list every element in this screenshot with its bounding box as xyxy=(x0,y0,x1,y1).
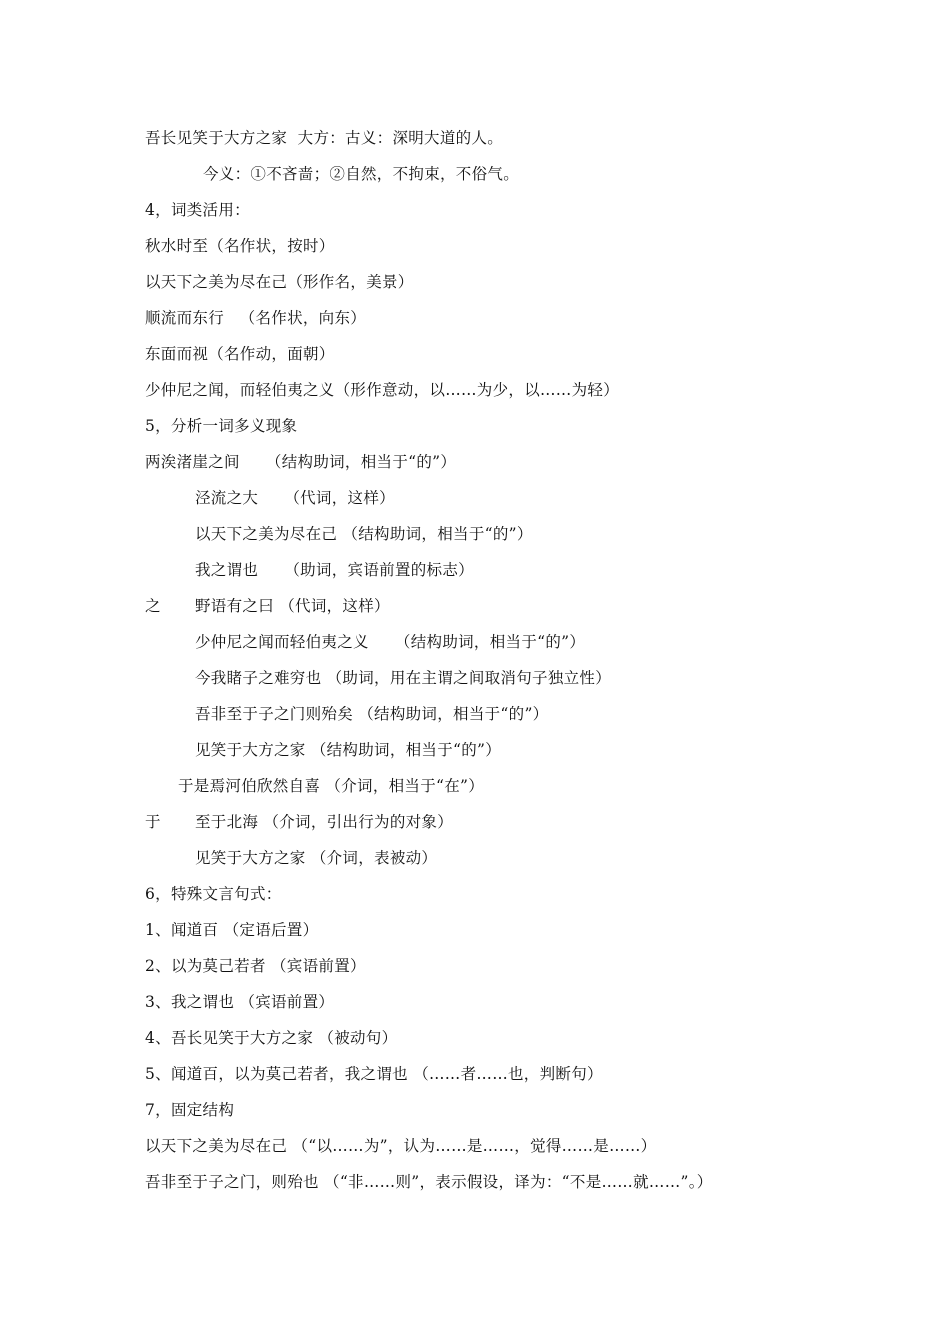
text-line: 见笑于大方之家 （结构助词，相当于“的”） xyxy=(195,741,502,759)
text-line: 于是焉河伯欣然自喜 （介词，相当于“在”） xyxy=(178,777,485,795)
text-line: 4、吾长见笑于大方之家 （被动句） xyxy=(145,1029,398,1047)
text-line: 5、闻道百，以为莫己若者，我之谓也 （……者……也，判断句） xyxy=(145,1065,603,1083)
text-line: 两涘渚崖之间 （结构助词，相当于“的”） xyxy=(145,453,457,471)
word-label: 之 xyxy=(145,597,161,615)
section-heading: 5，分析一词多义现象 xyxy=(145,417,298,435)
text-line: 今我睹子之难穷也 （助词，用在主谓之间取消句子独立性） xyxy=(195,669,612,687)
text-line: 吾长见笑于大方之家 大方：古义：深明大道的人。 xyxy=(145,129,504,147)
text-line: 野语有之曰 （代词，这样） xyxy=(195,597,390,615)
text-line: 顺流而东行 （名作状，向东） xyxy=(145,309,367,327)
text-line: 今义：①不吝啬；②自然，不拘束，不俗气。 xyxy=(203,165,520,183)
text-line: 泾流之大 （代词，这样） xyxy=(195,489,395,507)
word-label: 于 xyxy=(145,813,161,831)
section-heading: 7，固定结构 xyxy=(145,1101,235,1119)
text-line: 见笑于大方之家 （介词，表被动） xyxy=(195,849,438,867)
text-line: 吾非至于子之门则殆矣 （结构助词，相当于“的”） xyxy=(195,705,549,723)
text-line: 以天下之美为尽在己 （结构助词，相当于“的”） xyxy=(195,525,533,543)
section-heading: 6，特殊文言句式： xyxy=(145,885,282,903)
text-line: 以天下之美为尽在己 （“以……为”，认为……是……，觉得……是……） xyxy=(145,1137,657,1155)
text-line: 少仲尼之闻而轻伯夷之义 （结构助词，相当于“的”） xyxy=(195,633,586,651)
text-line: 至于北海 （介词，引出行为的对象） xyxy=(195,813,454,831)
text-line: 1、闻道百 （定语后置） xyxy=(145,921,319,939)
text-line: 我之谓也 （助词，宾语前置的标志） xyxy=(195,561,474,579)
text-line: 以天下之美为尽在己（形作名，美景） xyxy=(145,273,414,291)
text-line: 东面而视（名作动，面朝） xyxy=(145,345,335,363)
text-line: 秋水时至（名作状，按时） xyxy=(145,237,335,255)
section-heading: 4，词类活用： xyxy=(145,201,250,219)
text-line: 吾非至于子之门，则殆也 （“非……则”，表示假设，译为：“不是……就……”。） xyxy=(145,1173,713,1191)
text-line: 少仲尼之闻，而轻伯夷之义（形作意动，以……为少，以……为轻） xyxy=(145,381,620,399)
text-line: 2、以为莫己若者 （宾语前置） xyxy=(145,957,366,975)
text-line: 3、我之谓也 （宾语前置） xyxy=(145,993,335,1011)
